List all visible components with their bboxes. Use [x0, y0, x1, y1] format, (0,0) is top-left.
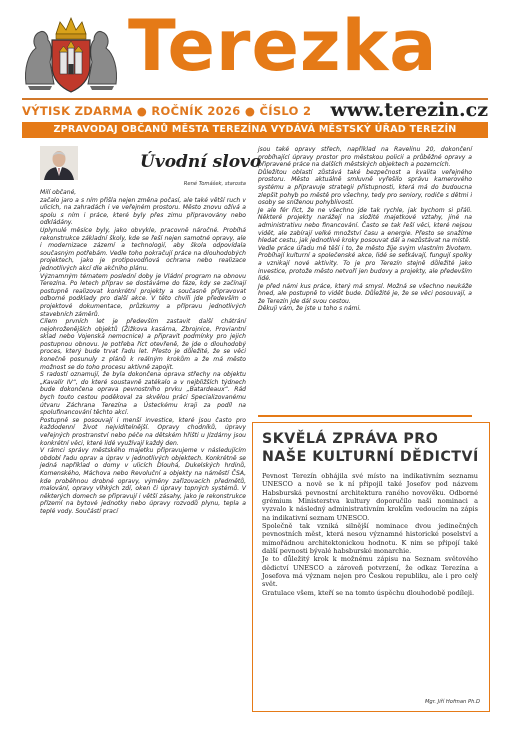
website-link[interactable]: www.terezin.cz: [330, 99, 488, 121]
editorial-paragraph: V rámci správy městského majetku připravujeme v následujícím období řadu oprav a úprav v jednotlivých objektech. Konkrétně se jedná například o domy v ulicích Dlouhá, Dukelských hrdinů, Komenského, Máchova nebo Revoluční a objekty na náměstí ČSA, kde proběhnou drobné opravy, výměny zařizovacích předmětů, malování, opravy vlhkých zdí, oken či úpravy topných systémů. V některých domech se připravují i větší zásahy, jako je rekonstrukce přízemí na bytové jednotky nebo úpravy rozvodů plynu, tepla a teplé vody. Součástí prací: [40, 447, 246, 515]
editorial-paragraph: začalo jaro a s ním přišla nejen změna počasí, ale také větší ruch v ulicích, na zahradách i ve veřejném prostoru. Město znovu ožívá a spolu s ním i práce, které byly přes zimu připravovány nebo odkládány.: [40, 196, 246, 227]
tagline-banner: ZPRAVODAJ OBČANŮ MĚSTA TEREZÍNA VYDÁVÁ MĚSTSKÝ ÚŘAD TEREZÍN: [22, 122, 488, 138]
editorial-paragraph: Děkuji vám, že jste u toho s námi.: [258, 305, 362, 313]
town-crest-image: [22, 14, 120, 98]
editorial-paragraph: Cílem prvních let je především zastavit další chátrání nejohroženějších objektů (Žižkova kasárna, Zbrojnice, Proviantní sklad nebo Vojenská nemocnice) a připravit podmínky pro jejich postupnou obnovu. Je potřeba říct otevřeně, že jde o dlouhodobý proces, který bude trvat řadu let. Přesto je důležité, že se věci konečně posunuly z plánů k reálným krokům a že má město možnost se do toho procesu aktivně zapojit.: [40, 318, 246, 371]
feature-body: [262, 472, 478, 597]
feature-paragraph: Pevnost Terezín obhájila své místo na indikativním seznamu UNESCO a nově se k ní připojil také Josefov pod názvem Habsburská pevnostní architektura raného novověku. Odborné grémium Ministerstva kultury doporučilo naši nominaci a vyzvalo k následný administrativním krokům vedoucím na zápis na indikativní seznam UNESCO.: [262, 472, 478, 522]
feature-paragraph: Společně tak vzniká silnější nominace dvou jedinečných pevnostních měst, která nesou významné historické poselství a mimořádnou architektonickou hodnotu. K nim se připojí také další pevnosti bývalé habsburské monarchie.: [262, 522, 478, 556]
editorial-paragraph: Je před námi kus práce, který má smysl. Možná se všechno neukáže hned, ale postupně to vidět bude. Důležité je, že se věci posouvají, a že Terezín jde dál svou cestou.: [258, 282, 472, 305]
editorial-paragraph: Postupně se posouvají i menší investice, které jsou často pro každodenní život nejviditelnější. Opravy chodníků, úpravy veřejných prostranství nebo péče na dětském hřišti u Jízdárny jsou konkrétní věci, které lidé využívají každý den.: [40, 416, 246, 447]
masthead-title: Terezka: [128, 5, 438, 87]
editorial-paragraph: Uplynulé měsíce byly, jako obvykle, pracovně náročné. Probíhá rekonstrukce základní školy, kde se řeší nejen samotné opravy, ale i modernizace zázemí a technologií, aby škola odpovídala současným potřebám. Vedle toho pokračují práce na dlouhodobých projektech, jako je protipovodňová ochrana nebo realizace jednotlivých akcí dle akčního plánu.: [40, 226, 246, 272]
feature-signature: Mgr. Jiří Hofman Ph.D: [424, 699, 480, 705]
editorial-paragraph: Milí občané,: [40, 189, 77, 196]
editorial-author: René Tomášek, starosta: [183, 181, 246, 187]
editorial-paragraph: Významným tématem poslední doby je Vládní program na obnovu Terezína. Po letech příprav se dostáváme do fáze, kdy se začínají postupně realizovat konkrétní projekty a současně připravovat odborné podklady pro další akce. V této chvíli jde především o projektové dokumentace, průzkumy a přípravu jednotlivých stavebních záměrů.: [40, 272, 246, 318]
editorial-paragraph: Vedle práce úřadu mě těší i to, že město žije svým vlastním životem. Probíhají kulturní a společenské akce, lidé se setkávají, fungují spolky a vznikají nové aktivity. To je pro Terezín stejně důležité jako investice, protože město netvoří jen budovy a projekty, ale především lidé.: [258, 244, 472, 283]
feature-paragraph: Gratulace všem, kteří se na tomto úspěchu dlouhodobě podíleji.: [262, 588, 475, 597]
section-divider: [258, 415, 472, 417]
editorial-title: Úvodní slovo: [140, 152, 262, 172]
editorial-paragraph: Důležitou oblastí zůstává také bezpečnost a kvalita veřejného prostoru. Město aktuálně smluvně vyřešilo správu kamerového systému a připravuje strategii přístupnosti, která má do budoucna zlepšit pohyb po městě pro všechny, tedy pro seniory, rodiče s dětmi i osoby se sníženou pohyblivostí.: [258, 168, 472, 207]
editorial-continuation: [258, 146, 472, 313]
feature-paragraph: Je to důležitý krok k možnému zápisu na Seznam světového dědictví UNESCO a zároveň potvrzení, že odkaz Terezína a Josefova má význam nejen pro Českou republiku, ale i pro celý svět.: [262, 555, 478, 589]
editorial-paragraph: jsou také opravy střech, například na Ravelinu 20, dokončení probíhající úpravy prostor pro městskou policii a průběžné opravy a připravené práce na dalších městských objektech a pozemcích.: [258, 146, 472, 169]
mayor-portrait-image: [40, 146, 78, 180]
editorial-body: [40, 189, 246, 516]
feature-heading: SKVĚLÁ ZPRÁVA PRO NAŠE KULTURNÍ DĚDICTVÍ: [262, 431, 479, 465]
edition-info: VÝTISK ZDARMA ● ROČNÍK 2026 ● ČÍSLO 2: [22, 104, 312, 118]
editorial-paragraph: S radostí oznamují, že byla dokončena oprava střechy na objektu „Kavalír IV“, do které soustavně zatékalo a v nejbližších týdnech bude dokončena oprava pevnostního prvku „Batardeaux“. Rád bych touto cestou poděkoval za skvělou práci Specializovanému útvaru Záchrana Terezína a Ústeckému kraji za podíl na spolufinancování těchto akcí.: [40, 371, 246, 417]
editorial-paragraph: Je ale fér říct, že ne všechno jde tak rychle, jak bychom si přáli. Některé projekty narážejí na složité majetkové vztahy, jiné na administrativu nebo financování. Často se tak řeší věci, které nejsou vidět, ale zabírají velké množství času a energie. Přesto se snažíme hledat cestu, jak jednotlivé kroky posouvat dál a nezůstávat na místě.: [258, 206, 472, 245]
